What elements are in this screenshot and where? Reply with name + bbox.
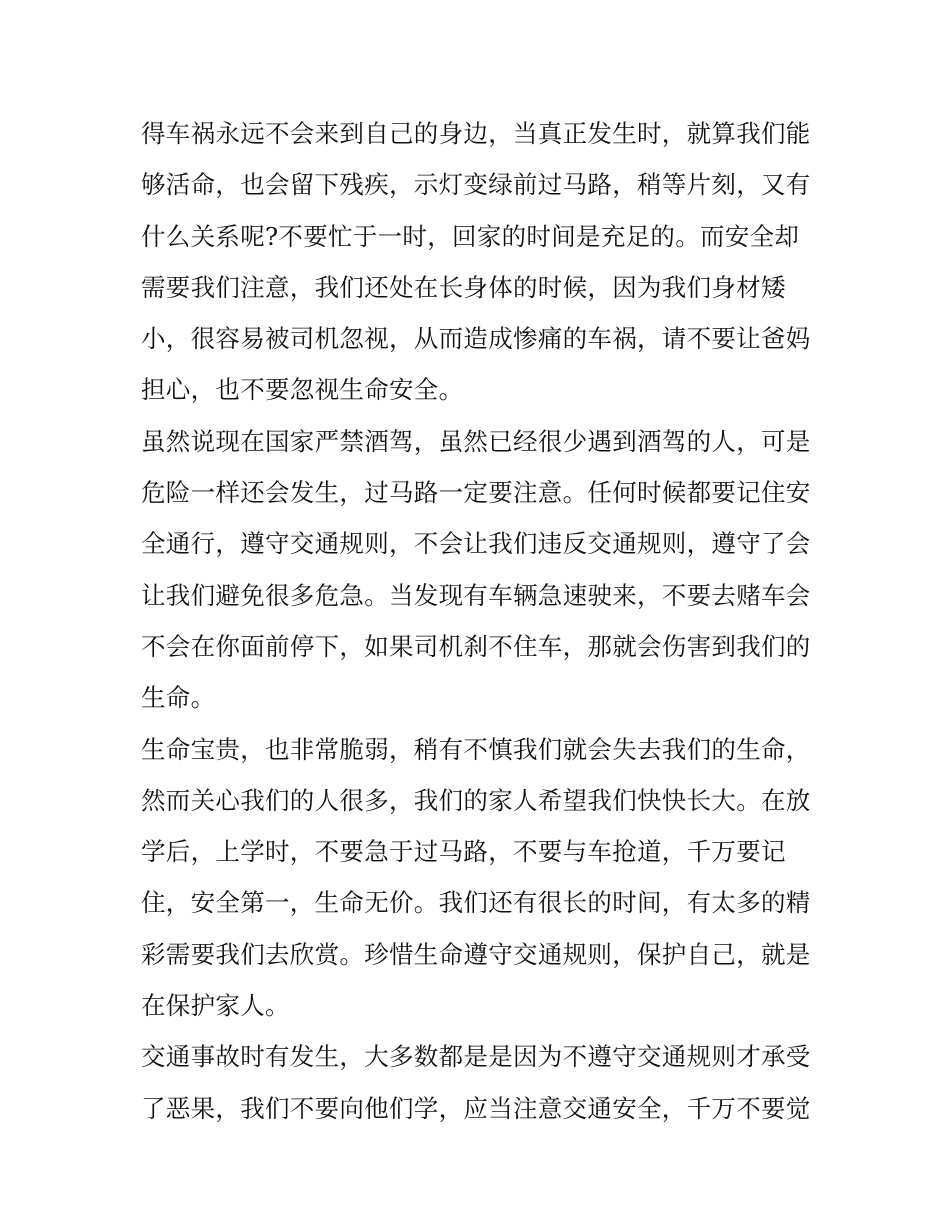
paragraph-3	[141, 724, 813, 1032]
text-line: 生命。	[141, 683, 216, 713]
text-line: 了恶果，我们不要向他们学，应当注意交通安全，千万不要觉	[141, 1093, 811, 1123]
text-line: 彩需要我们去欣赏。珍惜生命遵守交通规则，保护自己，就是	[141, 939, 811, 969]
text-line: 让我们避免很多危急。当发现有车辆急速驶来，不要去赌车会	[141, 580, 811, 610]
text-line: 什么关系呢?不要忙于一时，回家的时间是充足的。而安全却	[141, 221, 800, 251]
paragraph-4	[141, 1031, 813, 1134]
text-line: 不会在你面前停下，如果司机刹不住车，那就会伤害到我们的	[141, 631, 811, 661]
text-line: 需要我们注意，我们还处在长身体的时候，因为我们身材矮	[141, 272, 786, 302]
paragraph-1	[141, 108, 813, 416]
text-line: 得车祸永远不会来到自己的身边，当真正发生时，就算我们能	[141, 119, 811, 148]
text-line: 学后，上学时，不要急于过马路，不要与车抢道，千万要记	[141, 837, 786, 867]
text-line: 在保护家人。	[141, 991, 290, 1021]
text-line: 住，安全第一，生命无价。我们还有很长的时间，有太多的精	[141, 888, 811, 918]
text-line: 然而关心我们的人很多，我们的家人希望我们快快长大。在放	[141, 785, 811, 815]
text-line: 生命宝贵，也非常脆弱，稍有不慎我们就会失去我们的生命，	[141, 734, 811, 764]
text-line: 小，很容易被司机忽视，从而造成惨痛的车祸，请不要让爸妈	[141, 324, 811, 354]
text-line: 够活命，也会留下残疾，示灯变绿前过马路，稍等片刻，又有	[141, 170, 811, 200]
text-line: 担心，也不要忽视生命安全。	[141, 375, 464, 405]
text-line: 危险一样还会发生，过马路一定要注意。任何时候都要记住安	[141, 478, 811, 508]
paragraph-2	[141, 416, 813, 724]
text-line: 虽然说现在国家严禁酒驾，虽然已经很少遇到酒驾的人，可是	[141, 426, 811, 456]
text-line: 全通行，遵守交通规则，不会让我们违反交通规则，遵守了会	[141, 529, 811, 559]
text-line: 交通事故时有发生，大多数都是是因为不遵守交通规则才承受	[141, 1042, 811, 1072]
document-body	[141, 108, 813, 1134]
